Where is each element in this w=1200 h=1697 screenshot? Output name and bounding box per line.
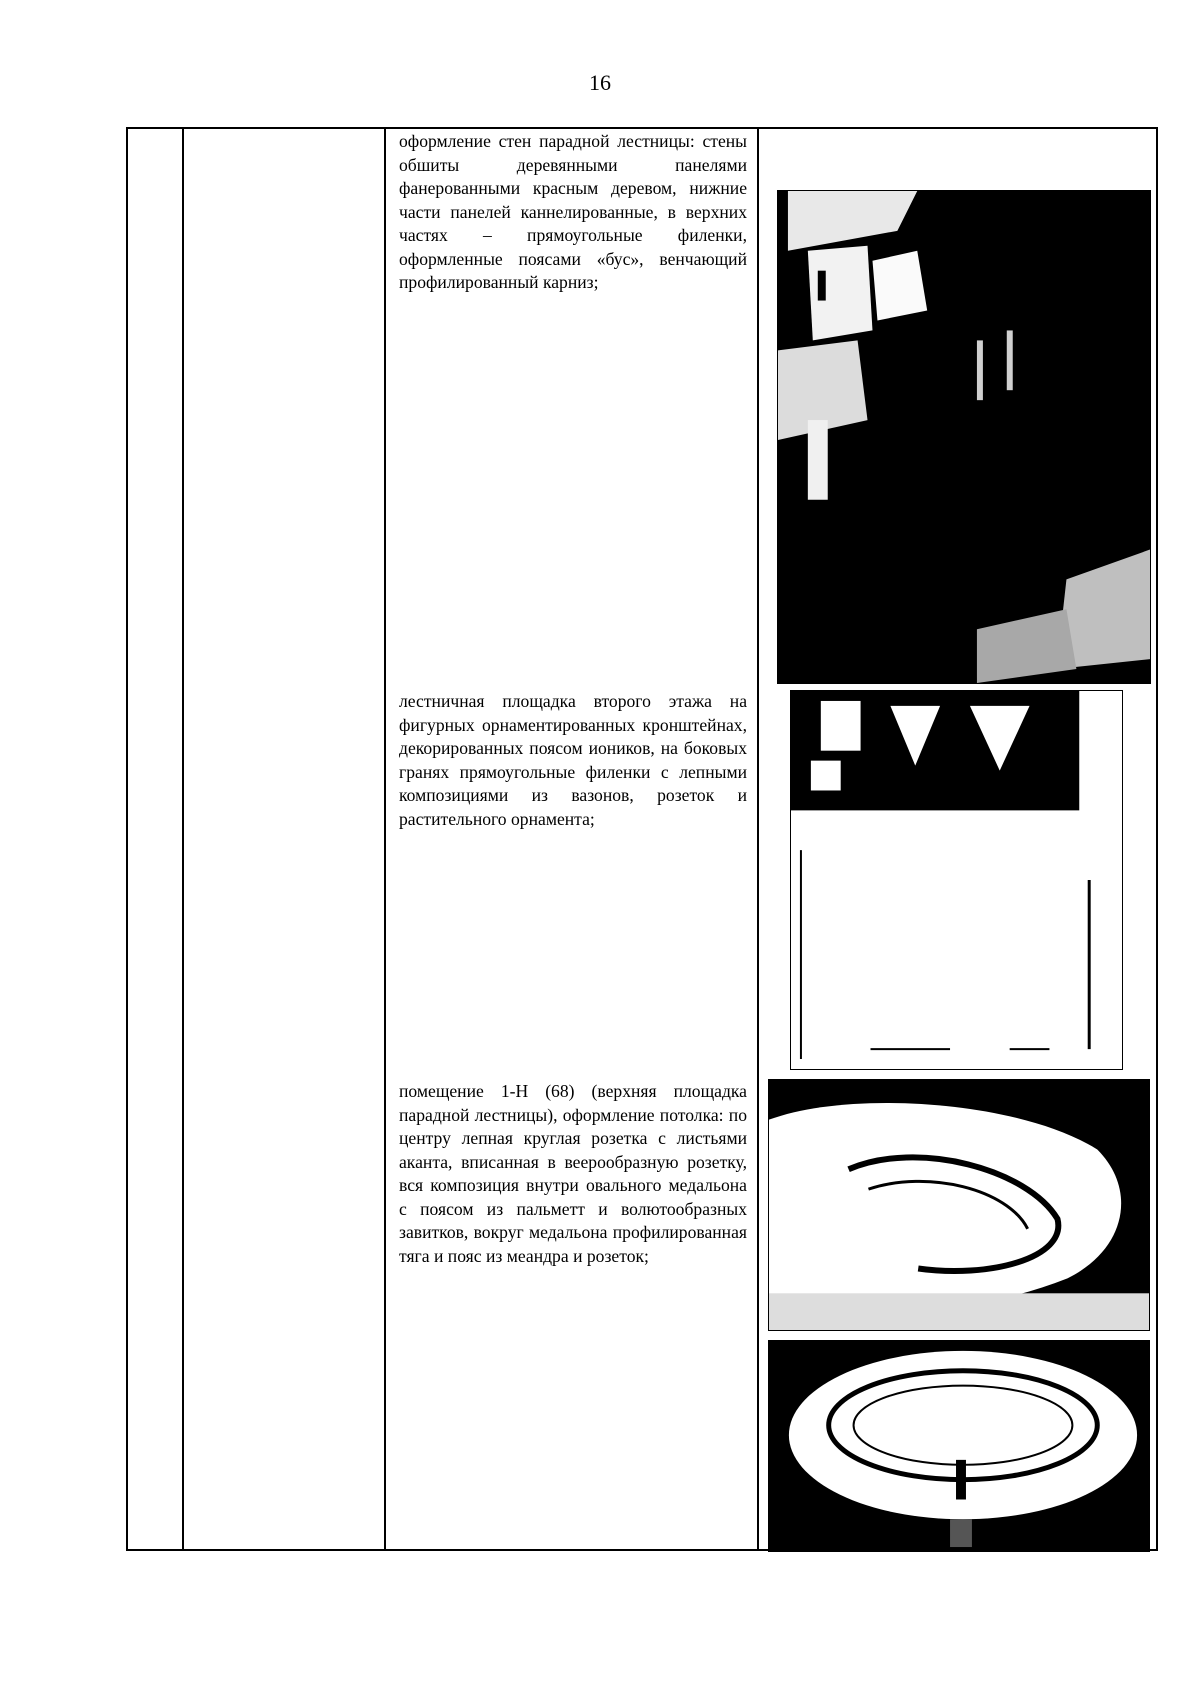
ceiling-rosette-photo (768, 1079, 1150, 1331)
column-divider (182, 129, 184, 1549)
landing-brackets-photo (790, 690, 1123, 1070)
column-divider (384, 129, 386, 1549)
staircase-wall-photo (777, 190, 1151, 684)
column-divider (757, 129, 759, 1549)
entry-description: оформление стен парадной лестницы: стены обшиты деревянными панелями фанерованными красным деревом, нижние части панелей каннелированные, в верхних частях – прямоугольные филенки, оформленные поясами «бус», венчающий профилированный карниз; (399, 131, 747, 292)
entry-description: лестничная площадка второго этажа на фигурных орнаментированных кронштейнах, декорированных поясом иоников, на боковых гранях прямоугольные филенки с лепными композициями из вазонов, розеток и растительного орнамента; (399, 691, 747, 829)
page-number: 16 (589, 70, 611, 95)
entry-description: помещение 1-Н (68) (верхняя площадка парадной лестницы), оформление потолка: по центру лепная круглая розетка с листьями аканта, вписанная в веерообразную розетку, вся композиция внутри овального медальона с поясом из пальметт и волютообразных завитков, вокруг медальона профилированная тяга и пояс из меандра и розеток; (399, 1081, 747, 1266)
ceiling-medallion-photo (768, 1340, 1150, 1552)
